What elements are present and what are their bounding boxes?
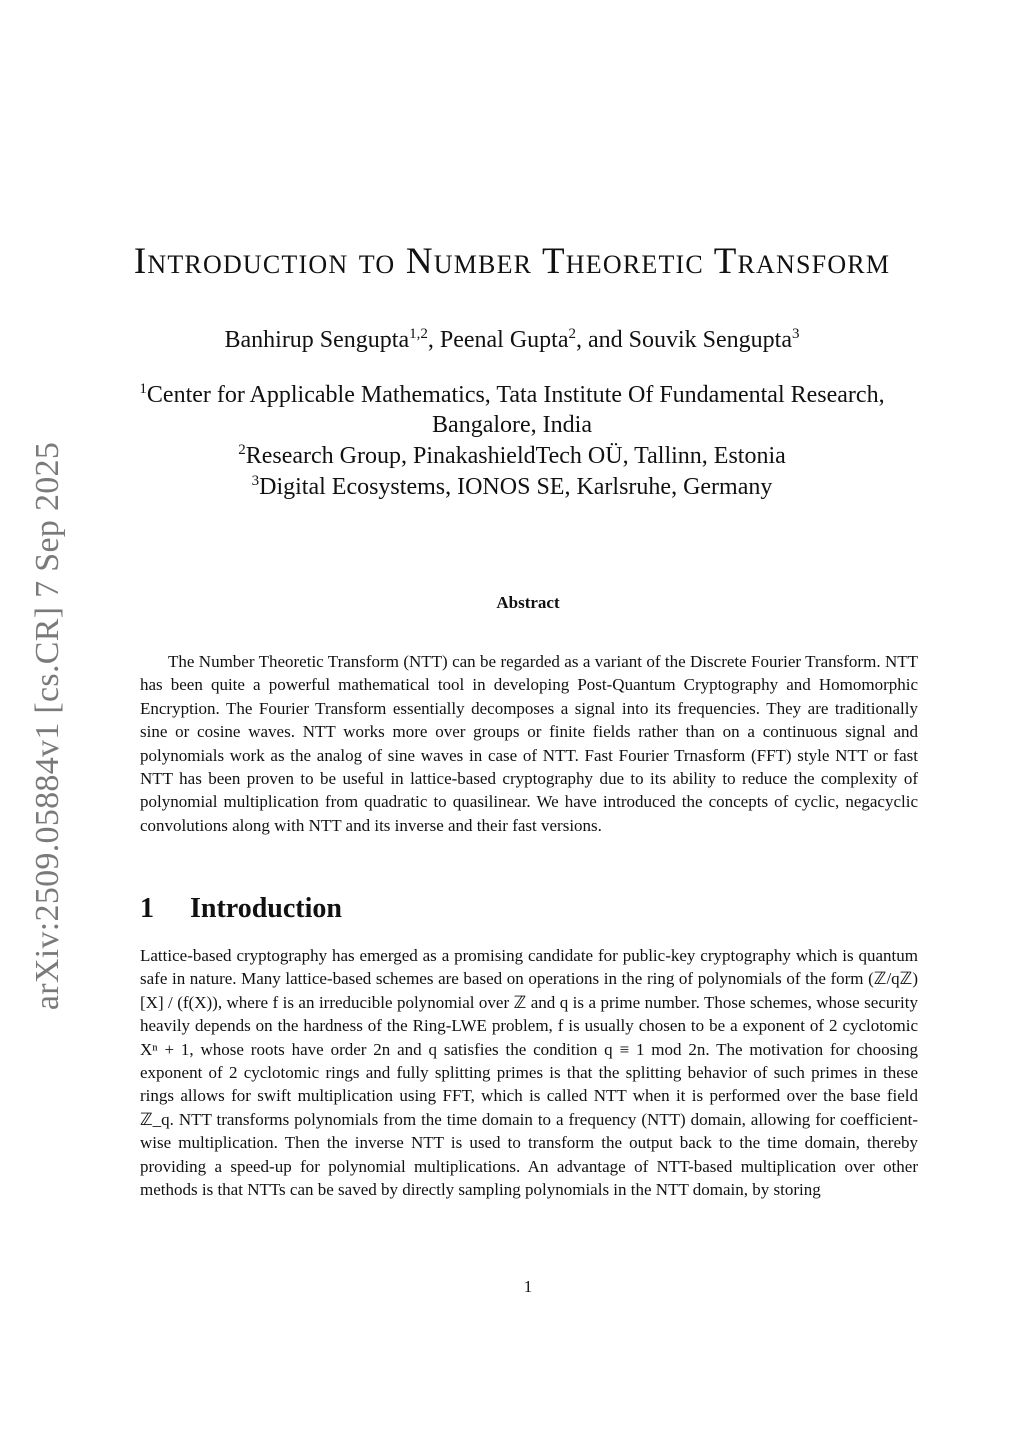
abstract-heading: Abstract <box>496 593 560 612</box>
affiliation-line <box>0 380 1024 410</box>
author-affiliation-mark: 2 <box>568 326 576 342</box>
introduction-paragraph: Lattice-based cryptography has emerged as a promising candidate for public-key cryptography which is quantum safe in nature. Many lattice-based schemes are based on operations in the ring of polynomials of the form (ℤ/qℤ) [X] / (f(X)), where f is an irreducible polynomial over ℤ and q is a prime number. Those schemes, whose security heavily depends on the hardness of the Ring-LWE problem, f is usually chosen to be a exponent of 2 cyclotomic Xⁿ + 1, whose roots have order 2n and q satisfies the condition q ≡ 1 mod 2n. The motivation for choosing exponent of 2 cyclotomic rings and fully splitting primes is that the splitting behavior of such primes in these rings allows for swift multiplication using FFT, which is called NTT when it is performed over the base field ℤ_q. NTT transforms polynomials from the time domain to a frequency (NTT) domain, allowing for coefficient-wise multiplication. Then the inverse NTT is used to transform the output back to the time domain, thereby providing a speed-up for polynomial multiplications. An advantage of NTT-based multiplication over other methods is that NTTs can be saved by directly sampling polynomials in the NTT domain, by storing <box>140 946 918 1200</box>
author-line <box>0 327 1024 354</box>
section-title: Introduction <box>190 893 342 924</box>
author-name: Peenal Gupta <box>439 327 569 353</box>
author-name: Souvik Sengupta <box>628 327 792 353</box>
affiliation-mark: 3 <box>251 473 260 489</box>
affiliation-mark: 2 <box>238 442 246 458</box>
paper-title: Introduction to Number Theoretic Transform <box>133 241 891 282</box>
affiliation-line <box>0 472 1024 502</box>
author-separator: , <box>427 327 440 353</box>
author-affiliation-mark: 1,2 <box>409 326 428 342</box>
affiliation-mark: 1 <box>139 381 147 397</box>
section-number: 1 <box>140 893 154 924</box>
affiliation-text: Digital Ecosystems, IONOS SE, Karlsruhe, Germany <box>259 474 773 500</box>
affiliation-text: Bangalore, India <box>432 412 592 438</box>
arxiv-identifier-stamp: arXiv:2509.05884v1 [cs.CR] 7 Sep 2025 <box>29 441 66 1011</box>
affiliation-line <box>0 441 1024 471</box>
author-separator: , and <box>576 327 629 353</box>
affiliation-text: Research Group, PinakashieldTech OÜ, Tallinn, Estonia <box>245 443 786 469</box>
author-name: Banhirup Sengupta <box>224 327 410 353</box>
affiliation-line <box>0 410 1024 440</box>
affiliation-text: Center for Applicable Mathematics, Tata Institute Of Fundamental Research, <box>146 382 885 408</box>
page-number: 1 <box>523 1277 533 1296</box>
abstract-paragraph: The Number Theoretic Transform (NTT) can be regarded as a variant of the Discrete Fourier Transform. NTT has been quite a powerful mathematical tool in developing Post-Quantum Cryptography and Homomorphic Encryption. The Fourier Transform essentially decomposes a signal into its frequencies. They are traditionally sine or cosine waves. NTT works more over groups or finite fields rather than on a continuous signal and polynomials work as the analog of sine waves in case of NTT. Fast Fourier Trnasform (FFT) style NTT or fast NTT has been proven to be useful in lattice-based cryptography due to its ability to reduce the complexity of polynomial multiplication from quadratic to quasilinear. We have introduced the concepts of cyclic, negacyclic convolutions along with NTT and its inverse and their fast versions. <box>140 652 918 835</box>
author-affiliation-mark: 3 <box>792 326 800 342</box>
section-heading <box>140 893 342 925</box>
